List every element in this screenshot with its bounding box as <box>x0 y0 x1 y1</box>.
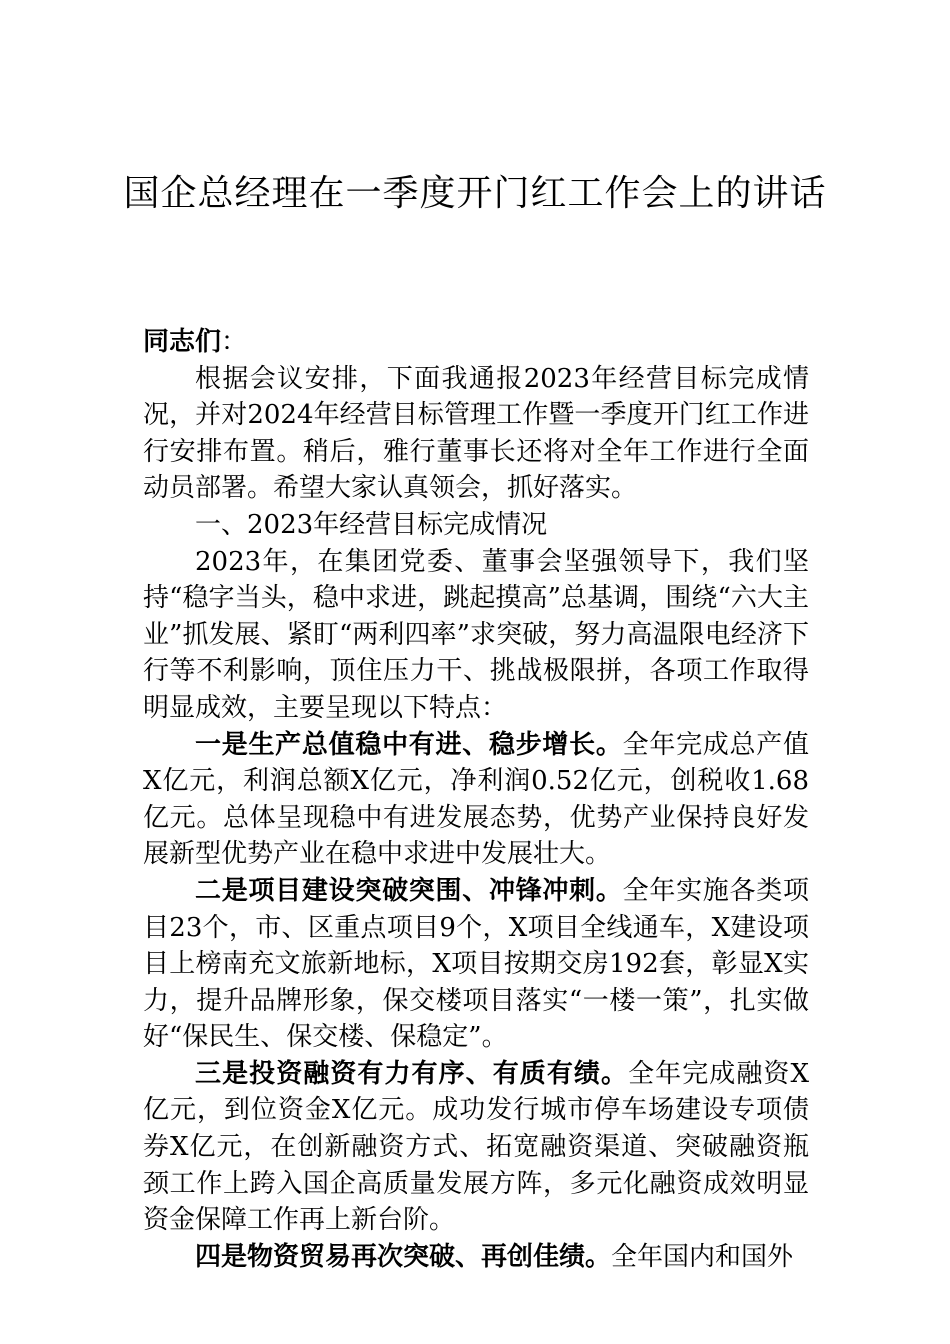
paragraph-point-4 <box>143 1239 809 1276</box>
salutation-paragraph <box>143 324 809 361</box>
point-2-lead: 二是项目建设突破突围、冲锋冲刺。 <box>195 875 623 906</box>
paragraph-point-3 <box>143 1056 809 1239</box>
document-body <box>143 324 809 1275</box>
point-1-lead: 一是生产总值稳中有进、稳步增长。 <box>195 729 623 760</box>
paragraph-point-1 <box>143 727 809 873</box>
paragraph-point-2 <box>143 873 809 1056</box>
paragraph-intro: 根据会议安排，下面我通报2023年经营目标完成情况，并对2024年经营目标管理工作暨一季度开门红工作进行安排布置。稍后，雅行董事长还将对全年工作进行全面动员部署。希望大家认真领会，抓好落实。 <box>143 363 809 504</box>
point-4-text: 全年国内和国外 <box>611 1241 794 1272</box>
point-3-text: 全年完成融资X亿元，到位资金X亿元。成功发行城市停车场建设专项债券X亿元，在创新融资方式、拓宽融资渠道、突破融资瓶颈工作上跨入国企高质量发展方阵，多元化融资成效明显资金保障工作再上新台阶。 <box>143 1058 809 1236</box>
paragraph-overview: 2023年，在集团党委、董事会坚强领导下，我们坚持“稳字当头，稳中求进，跳起摸高”总基调，围绕“六大主业”抓发展、紧盯“两利四率”求突破，努力高温限电经济下行等不利影响，顶住压力干、挑战极限拼，各项工作取得明显成效，主要呈现以下特点： <box>143 546 809 723</box>
section-heading-1: 一、2023年经营目标完成情况 <box>195 509 548 540</box>
point-1-text: 全年完成总产值X亿元，利润总额X亿元，净利润0.52亿元，创税收1.68亿元。总体呈现稳中有进发展态势，优势产业保持良好发展新型优势产业在稳中求进中发展壮大。 <box>143 729 809 870</box>
document-title: 国企总经理在一季度开门红工作会上的讲话 <box>123 173 827 214</box>
point-3-lead: 三是投资融资有力有序、有质有绩。 <box>195 1058 629 1089</box>
point-2-text: 全年实施各类项目23个，市、区重点项目9个，X项目全线通车，X建设项目上榜南充文旅新地标，X项目按期交房192套，彰显X实力，提升品牌形象，保交楼项目落实“一楼一策”，扎实做好“保民生、保交楼、保稳定”。 <box>143 875 809 1053</box>
point-4-lead: 四是物资贸易再次突破、再创佳绩。 <box>195 1241 612 1272</box>
salutation-colon: ： <box>221 327 248 357</box>
salutation: 同志们 <box>143 327 222 357</box>
